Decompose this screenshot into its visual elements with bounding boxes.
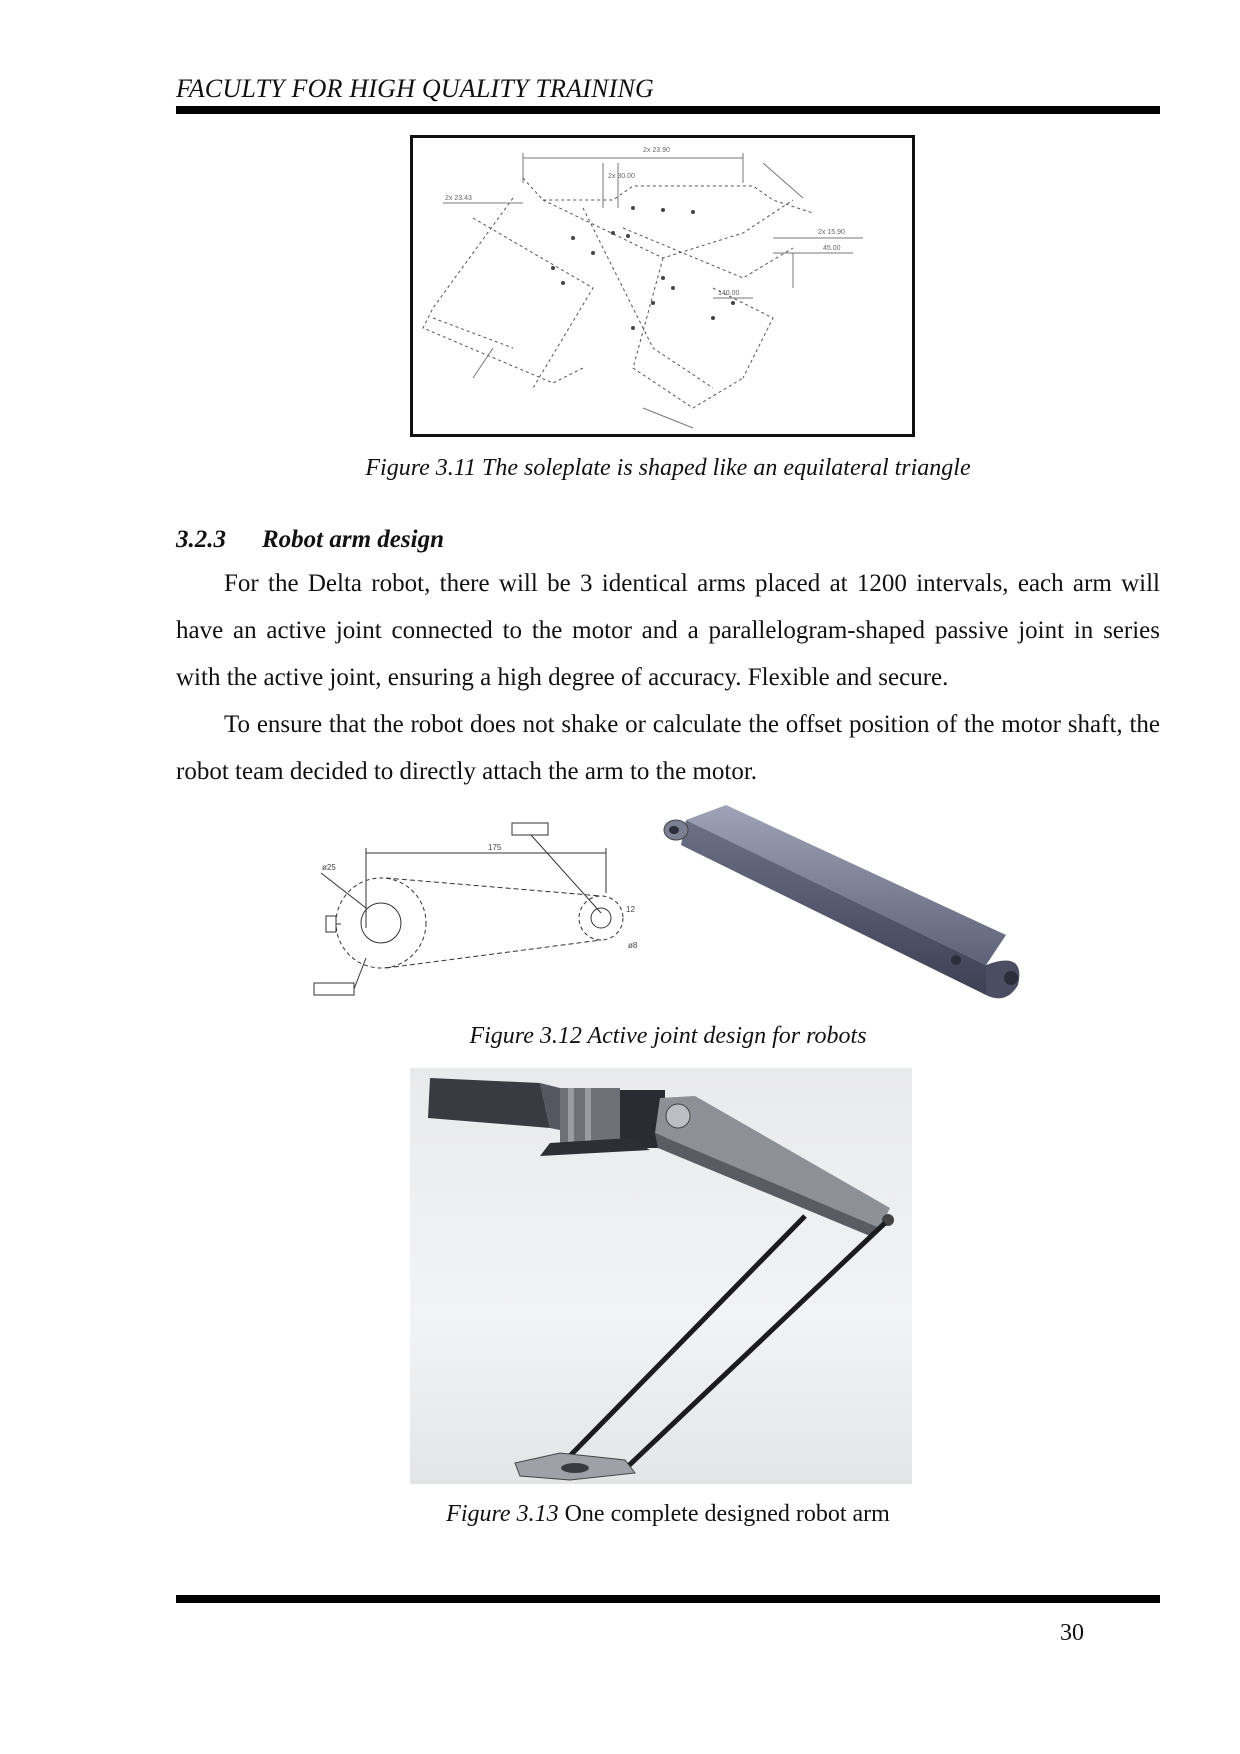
active-joint-3d-render: [656, 800, 1036, 1010]
svg-text:12: 12: [626, 905, 635, 914]
page-number: 30: [1060, 1620, 1084, 1646]
figure-3-13-render: [410, 1068, 912, 1484]
figure-3-11-caption: Figure 3.11 The soleplate is shaped like an equilateral triangle: [365, 455, 971, 481]
section-heading: [176, 526, 444, 554]
footer-rule: [176, 1595, 1160, 1603]
running-header: FACULTY FOR HIGH QUALITY TRAINING: [176, 74, 654, 103]
paragraph: For the Delta robot, there will be 3 identical arms placed at 1200 intervals, each arm will have an active joint connected to the motor and a parallelogram-shaped passive joint in series with the active joint, ensuring a high degree of accuracy. Flexible and secure.: [176, 570, 1160, 691]
svg-text:ø25: ø25: [322, 863, 336, 872]
figure-3-13-text: One complete designed robot arm: [558, 1501, 890, 1527]
figure-3-13-label: Figure 3.13: [446, 1501, 559, 1527]
svg-text:140.00: 140.00: [718, 290, 740, 297]
paragraph: To ensure that the robot does not shake or calculate the offset position of the motor shaft, the robot team decided to directly attach the arm to the motor.: [176, 711, 1160, 785]
svg-text:2x 23.90: 2x 23.90: [643, 147, 670, 154]
svg-text:2x 15.90: 2x 15.90: [818, 229, 845, 236]
figure-3-13-caption: [176, 1501, 1160, 1528]
svg-text:2x 23.43: 2x 23.43: [445, 195, 472, 202]
section-number: 3.2.3: [176, 526, 226, 553]
robot-arm-render: [410, 1068, 912, 1484]
active-joint-sketch: [306, 818, 656, 1003]
svg-text:175: 175: [488, 843, 502, 852]
figure-3-12-caption: Figure 3.12 Active joint design for robots: [469, 1023, 867, 1049]
body-text: [176, 560, 1160, 795]
figure-3-11-drawing: [410, 135, 915, 437]
header-rule: [176, 106, 1160, 114]
section-title: Robot arm design: [262, 526, 444, 553]
svg-text:ø8: ø8: [628, 941, 638, 950]
svg-text:45.00: 45.00: [823, 245, 841, 252]
svg-text:2x 30.00: 2x 30.00: [608, 173, 635, 180]
soleplate-drawing: [413, 138, 912, 434]
